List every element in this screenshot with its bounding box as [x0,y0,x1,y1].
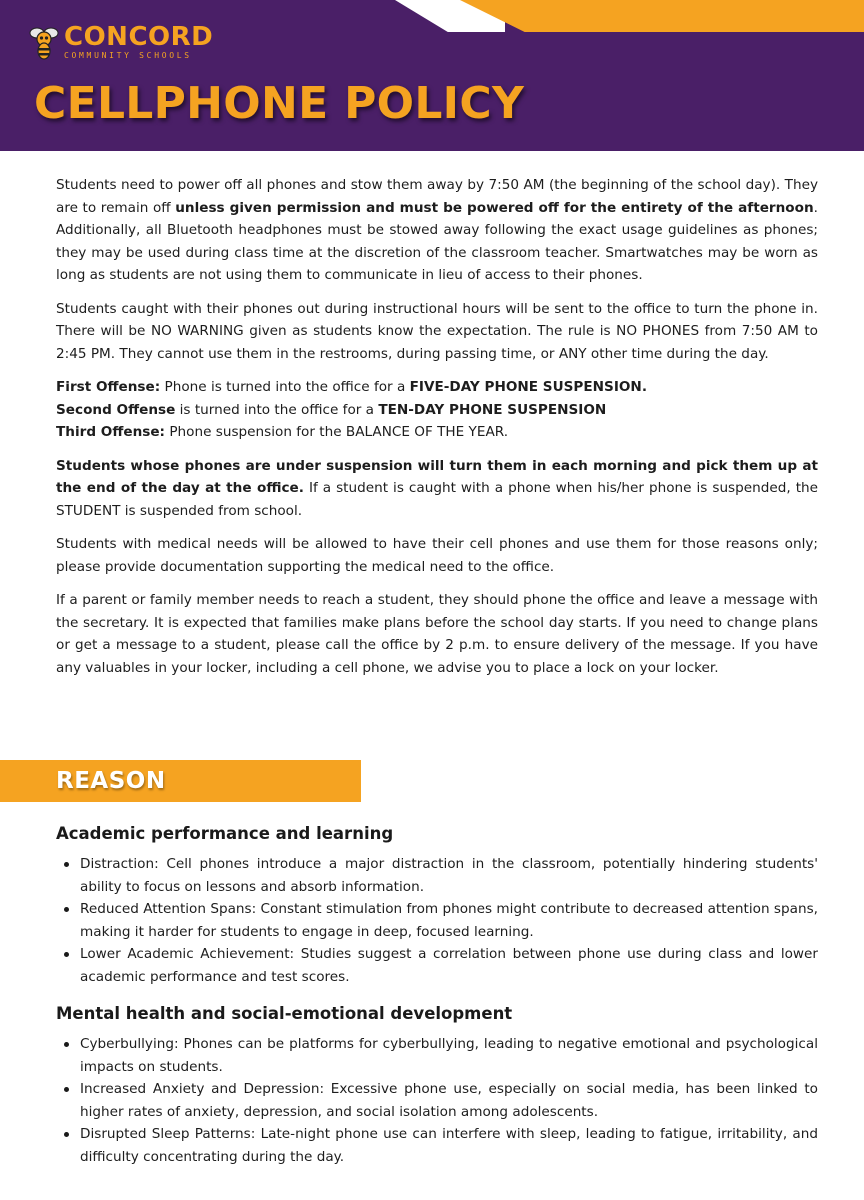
policy-paragraph-power-off: Students need to power off all phones and stow them away by 7:50 AM (the beginning of the school day). They are to remain off unless given permission and must be powered off for the entirety of the afternoon. Additionally, all Bluetooth headphones must be stowed away following the exact usage guidelines as phones; they may be used during class time at the discretion of the classroom teacher. Smartwatches may be worn as long as students are not using them to communicate in lieu of access to their phones. [56,177,818,283]
list-item: Distraction: Cell phones introduce a major distraction in the classroom, potentially hindering students' ability to focus on lessons and absorb information. [56,853,818,898]
header-gold-stripe [460,0,864,32]
first-offense: First Offense: Phone is turned into the office for a FIVE-DAY PHONE SUSPENSION. [56,379,647,395]
policy-paragraph-suspension: Students whose phones are under suspension will turn them in each morning and pick them up at the end of the day at the office. If a student is caught with a phone when his/her phone is suspended, the STUDENT is suspended from school. [56,457,819,519]
second-offense: Second Offense is turned into the office for a TEN-DAY PHONE SUSPENSION [56,401,607,418]
hornet-mascot-icon [28,24,60,60]
policy-paragraph-family-contact: If a parent or family member needs to reach a student, they should phone the office and leave a message with the secretary. It is expected that families make plans before the school day starts. If you need to change plans or get a message to a student, please call the office by 2 p.m. to ensure delivery of the message. If you have any valuables in your locker, including a cell phone, we advise you to place a lock on your locker. [56,592,818,676]
header-banner [0,0,864,151]
section-title: Academic performance and learning [56,824,394,843]
section-academic [56,823,818,988]
school-logo [28,24,213,60]
policy-paragraph-caught: Students caught with their phones out during instructional hours will be sent to the office to turn the phone in. There will be NO WARNING given as students know the expectation. The rule is NO PHONES from 7:50 AM to 2:45 PM. They cannot use them in the restrooms, during passing time, or ANY other time during the day. [56,300,818,362]
list-item: Cyberbullying: Phones can be platforms for cyberbullying, leading to negative emotional and psychological impacts on students. [56,1033,818,1078]
list-item: Increased Anxiety and Depression: Excessive phone use, especially on social media, has been linked to higher rates of anxiety, depression, and social isolation among adolescents. [56,1078,818,1123]
list-item: Reduced Attention Spans: Constant stimulation from phones might contribute to decreased attention spans, making it harder for students to engage in deep, focused learning. [56,898,818,943]
section-mental-health [56,1003,818,1168]
reason-banner [0,760,361,802]
third-offense: Third Offense: Phone suspension for the BALANCE OF THE YEAR. [56,424,509,440]
policy-body [56,174,818,690]
page-title: CELLPHONE POLICY [34,78,525,129]
bullet-list [56,1033,818,1168]
reason-heading: REASON [56,768,166,794]
offense-list [56,376,818,444]
brand-name: CONCORD [64,22,214,52]
brand-subtitle: COMMUNITY SCHOOLS [64,51,192,60]
list-item: Disrupted Sleep Patterns: Late-night phone use can interfere with sleep, leading to fatigue, irritability, and difficulty concentrating during the day. [56,1123,818,1168]
policy-paragraph-medical: Students with medical needs will be allowed to have their cell phones and use them for those reasons only; please provide documentation supporting the medical need to the office. [56,536,818,575]
section-title: Mental health and social-emotional development [56,1004,513,1023]
list-item: Lower Academic Achievement: Studies suggest a correlation between phone use during class and lower academic performance and test scores. [56,943,818,988]
bullet-list [56,853,818,988]
